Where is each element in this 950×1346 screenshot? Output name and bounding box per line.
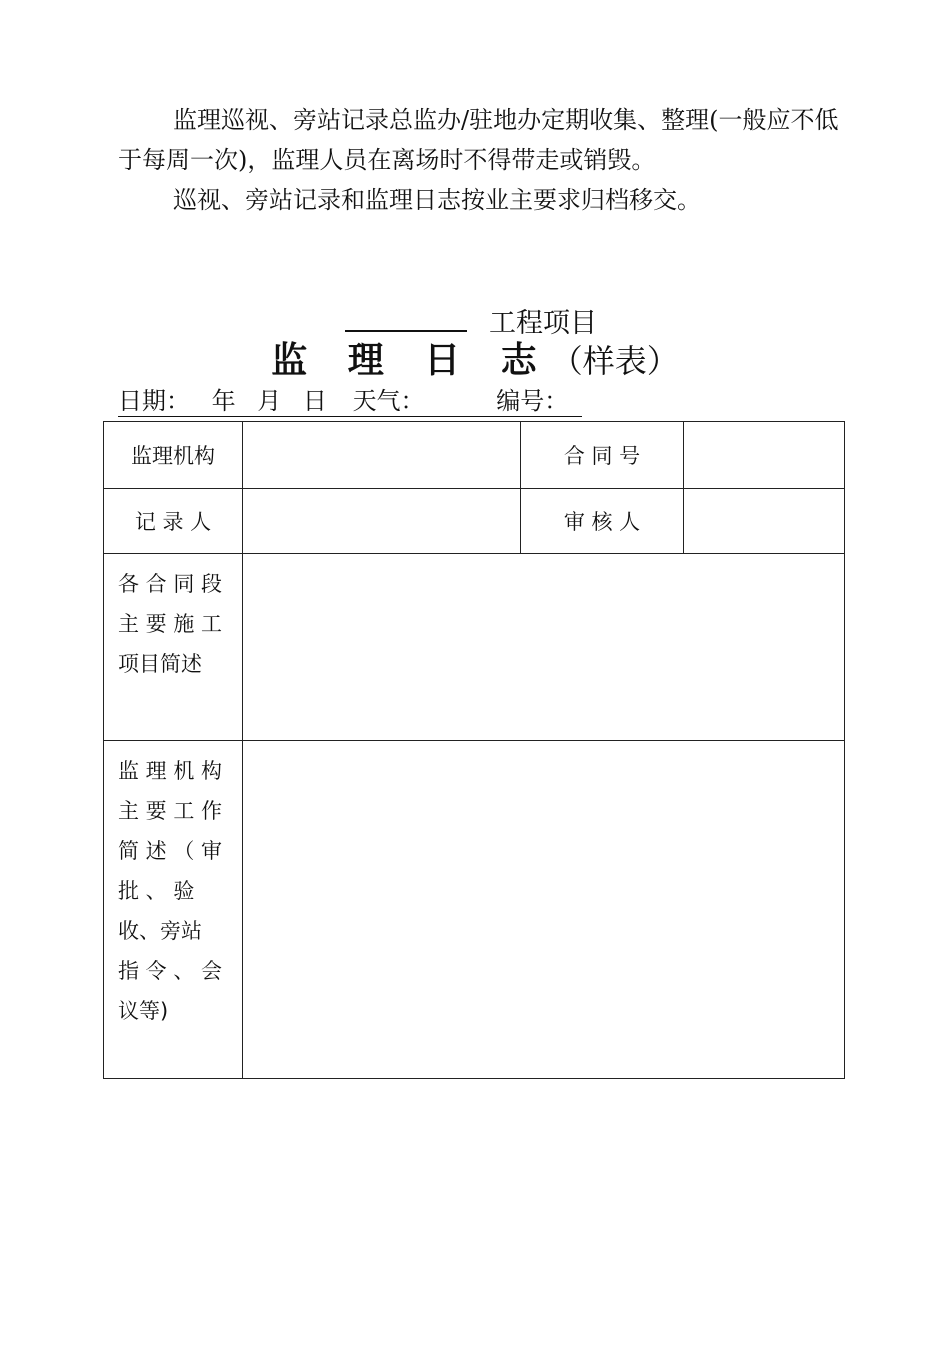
label-line: 收、旁站 [118, 919, 202, 943]
number-label: 编号： [496, 387, 569, 415]
reviewer-label: 审 核 人 [521, 489, 684, 554]
project-name-blank[interactable] [345, 300, 467, 332]
form-meta-line [118, 386, 582, 417]
label-line: 主 要 施 工 [118, 612, 223, 636]
form-title-note: （样表） [550, 342, 679, 380]
form-title-main: 监 理 日 志 [271, 340, 551, 381]
weather-label: 天气： [352, 387, 425, 415]
label-line: 主 要 工 作 [118, 799, 223, 823]
construction-summary-field[interactable] [243, 554, 845, 741]
intro-paragraph-2: 巡视、旁站记录和监理日志按业主要求归档移交。 [173, 186, 701, 214]
recorder-field[interactable] [243, 489, 521, 554]
day-label: 日 [302, 387, 327, 415]
label-line: 批 、 验 [118, 879, 195, 903]
year-label: 年 [211, 387, 236, 415]
table-row [104, 741, 845, 1079]
contract-no-field[interactable] [684, 422, 845, 489]
supervision-org-field[interactable] [243, 422, 521, 489]
label-line: 各 合 同 段 [118, 572, 223, 596]
supervision-work-label [104, 741, 243, 1079]
label-line: 议等) [118, 999, 169, 1023]
supervision-org-label: 监理机构 [104, 422, 243, 489]
form-title [0, 338, 950, 384]
label-line: 指 令 、 会 [118, 959, 223, 983]
project-suffix: 工程项目 [489, 308, 597, 339]
month-label: 月 [257, 387, 282, 415]
table-row [104, 422, 845, 489]
contract-no-label: 合 同 号 [521, 422, 684, 489]
supervision-log-table [103, 421, 845, 1079]
intro-paragraph-1: 监理巡视、旁站记录总监办/驻地办定期收集、整理(一般应不低于每周一次)，监理人员在离场时不得带走或销毁。 [118, 106, 839, 174]
recorder-label: 记 录 人 [104, 489, 243, 554]
reviewer-field[interactable] [684, 489, 845, 554]
label-line: 简 述 （ 审 [118, 839, 223, 863]
supervision-work-field[interactable] [243, 741, 845, 1079]
label-line: 监 理 机 构 [118, 759, 223, 783]
label-line: 项目简述 [118, 652, 202, 676]
table-row [104, 489, 845, 554]
construction-summary-label [104, 554, 243, 741]
date-label: 日期： [118, 387, 190, 415]
table-row [104, 554, 845, 741]
